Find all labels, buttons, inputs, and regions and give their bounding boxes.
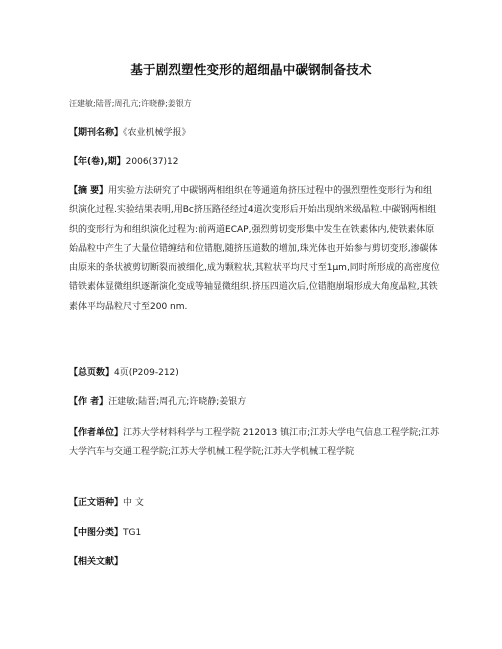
journal-name-value: 《农业机械学报》 <box>123 128 191 138</box>
year-volume-issue-label: 【年(卷),期】 <box>69 157 126 167</box>
total-pages-value: 4页(P209-212) <box>114 368 179 378</box>
language-value: 中 文 <box>123 498 144 508</box>
related-literature-field <box>69 553 441 572</box>
language-label: 【正文语种】 <box>69 498 124 508</box>
authors-label: 【作 者】 <box>69 397 109 407</box>
year-volume-issue-field <box>69 153 441 172</box>
classification-field <box>69 524 441 543</box>
total-pages-field <box>69 364 441 383</box>
abstract-field <box>69 182 441 317</box>
total-pages-label: 【总页数】 <box>69 368 115 378</box>
paper-title: 基于剧烈塑性变形的超细晶中碳钢制备技术 <box>130 62 372 77</box>
related-literature-label: 【相关文献】 <box>69 557 124 567</box>
journal-name-label: 【期刊名称】 <box>69 128 124 138</box>
classification-value: TG1 <box>123 528 142 538</box>
year-volume-issue-value: 2006(37)12 <box>125 157 179 167</box>
classification-label: 【中图分类】 <box>69 528 124 538</box>
authors-field <box>69 393 441 412</box>
author-affiliation-field <box>69 424 441 462</box>
language-field <box>69 494 441 513</box>
abstract-label: 【摘 要】 <box>69 186 109 196</box>
abstract-text: 用实验方法研究了中碳钢两相组织在等通道角挤压过程中的强烈塑性变形行为和组织演化过程.实验结果表明,用Bc挤压路径经过4道次变形后开始出现纳米级晶粒.中碳钢两相组织的变形行为和组织演化过程为:前两道ECAP,强烈剪切变形集中发生在铁素体内,使铁素体原始晶粒中产生了大量位错缠结和位错胞,随挤压道数的增加,珠光体也开始参与剪切变形,渗碳体由原来的条状被剪切断裂而被细化,成为颗粒状,其粒状平均尺寸至1μm,同时所形成的高密度位错铁素体显微组织逐渐演化变成等轴显微组织.挤压四道次后,位错胞崩塌形成大角度晶粒,其铁素体平均晶粒尺寸至200 nm. <box>69 186 440 312</box>
authors-value: 汪建敏;陆晋;周孔亢;许晓静;姜银方 <box>108 397 247 407</box>
author-affiliation-value: 江苏大学材料科学与工程学院 212013 镇江市;江苏大学电气信息工程学院;江苏大学汽车与交通工程学院;江苏大学机械工程学院;江苏大学机械工程学院 <box>69 428 440 457</box>
journal-name-field <box>69 124 441 143</box>
author-affiliation-label: 【作者单位】 <box>69 428 124 438</box>
authors-line: 汪建敏;陆晋;周孔亢;许晓静;姜银方 <box>69 99 192 108</box>
